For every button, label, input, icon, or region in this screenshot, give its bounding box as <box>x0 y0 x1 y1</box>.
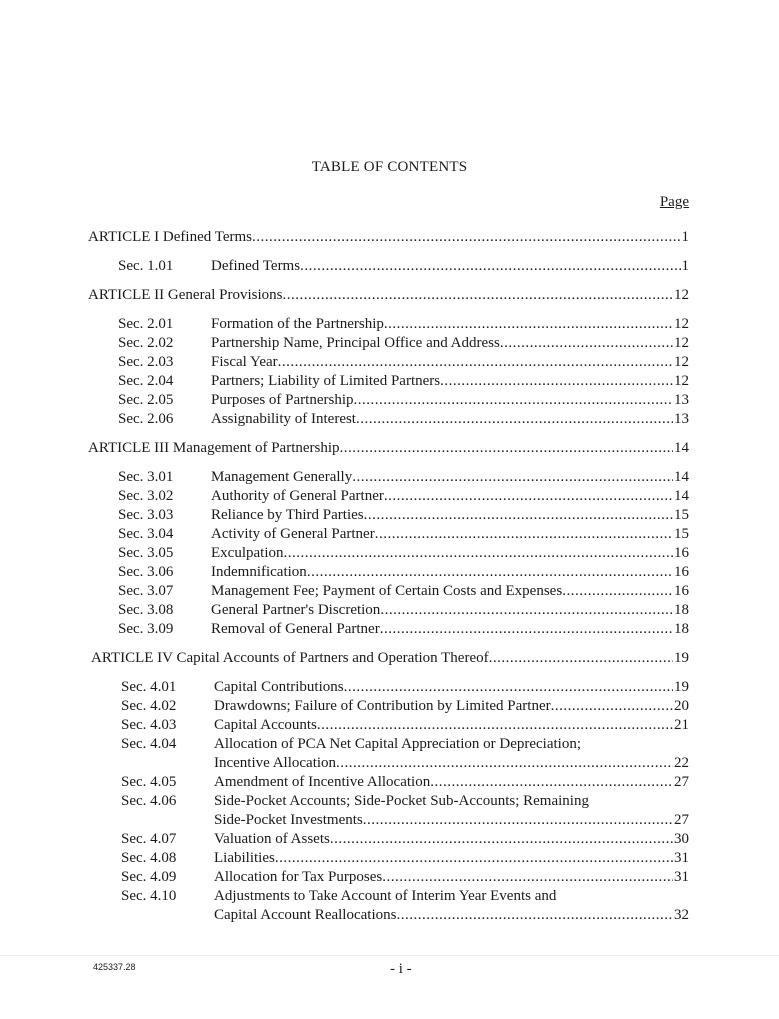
section-page: 19 <box>674 679 689 695</box>
section-title: Valuation of Assets <box>214 831 330 847</box>
section-page: 1 <box>681 258 689 274</box>
section-number: Sec. 3.04 <box>118 526 174 542</box>
section-title-line1: Adjustments to Take Account of Interim Year Events and <box>214 888 557 904</box>
section-number: Sec. 4.09 <box>121 869 177 885</box>
section-number: Sec. 2.03 <box>118 354 174 370</box>
section-title-line2: Capital Account Reallocations <box>214 907 397 923</box>
toc-section-2-03[interactable] <box>88 353 689 372</box>
dot-leader <box>430 773 673 792</box>
section-title-line1: Side-Pocket Accounts; Side-Pocket Sub-Accounts; Remaining <box>214 793 589 809</box>
section-title: Purposes of Partnership <box>211 392 354 408</box>
dot-leader <box>500 334 673 353</box>
toc-section-4-02[interactable] <box>91 697 689 716</box>
section-title: Activity of General Partner <box>211 526 375 542</box>
section-title: Drawdowns; Failure of Contribution by Limited Partner <box>214 698 551 714</box>
section-page: 16 <box>674 564 689 580</box>
section-page: 32 <box>674 907 689 923</box>
toc-section-3-09[interactable] <box>88 620 689 639</box>
toc-section-3-05[interactable] <box>88 544 689 563</box>
article-label: ARTICLE II General Provisions <box>88 287 283 303</box>
section-title: Partnership Name, Principal Office and Address <box>211 335 500 351</box>
toc-section-4-04[interactable] <box>91 735 689 773</box>
toc-section-4-05[interactable] <box>91 773 689 792</box>
section-title: Allocation for Tax Purposes <box>214 869 383 885</box>
toc-section-3-08[interactable] <box>88 601 689 620</box>
section-number: Sec. 2.02 <box>118 335 174 351</box>
toc-section-3-03[interactable] <box>88 506 689 525</box>
toc-section-2-02[interactable] <box>88 334 689 353</box>
section-page: 31 <box>674 869 689 885</box>
section-page: 20 <box>674 698 689 714</box>
dot-leader <box>352 468 673 487</box>
section-title-line2: Incentive Allocation <box>214 755 337 771</box>
toc-section-3-04[interactable] <box>88 525 689 544</box>
dot-leader <box>396 906 673 925</box>
section-page: 13 <box>674 392 689 408</box>
footer-divider <box>0 955 779 956</box>
section-number: Sec. 3.07 <box>118 583 174 599</box>
dot-leader <box>489 649 673 668</box>
dot-leader <box>283 544 673 563</box>
article-page: 1 <box>681 229 689 245</box>
section-page: 12 <box>674 335 689 351</box>
section-title: Management Generally <box>211 469 353 485</box>
section-title: General Partner's Discretion <box>211 602 381 618</box>
section-page: 12 <box>674 373 689 389</box>
section-title: Authority of General Partner <box>211 488 384 504</box>
toc-section-4-08[interactable] <box>91 849 689 868</box>
section-title: Removal of General Partner <box>211 621 380 637</box>
section-page: 18 <box>674 621 689 637</box>
section-number: Sec. 4.07 <box>121 831 177 847</box>
toc-section-4-10[interactable] <box>91 887 689 925</box>
article-label: ARTICLE IV Capital Accounts of Partners and Operation Thereof <box>91 650 489 666</box>
dot-leader <box>440 372 673 391</box>
table-of-contents <box>88 228 689 925</box>
section-title: Assignability of Interest <box>211 411 356 427</box>
section-number: Sec. 2.04 <box>118 373 174 389</box>
dot-leader <box>562 582 673 601</box>
dot-leader <box>354 391 674 410</box>
section-number: Sec. 3.01 <box>118 469 174 485</box>
article-page: 14 <box>674 440 689 456</box>
dot-leader <box>282 286 673 305</box>
footer-page-number: - i - <box>390 961 412 977</box>
section-number: Sec. 4.05 <box>121 774 177 790</box>
toc-section-4-01[interactable] <box>91 678 689 697</box>
dot-leader <box>278 353 673 372</box>
article-label: ARTICLE III Management of Partnership <box>88 440 340 456</box>
dot-leader <box>364 506 673 525</box>
toc-article-4[interactable] <box>88 649 689 668</box>
section-number: Sec. 4.08 <box>121 850 177 866</box>
section-number: Sec. 2.05 <box>118 392 174 408</box>
dot-leader <box>375 525 673 544</box>
section-number: Sec. 3.06 <box>118 564 174 580</box>
section-number: Sec. 2.01 <box>118 316 174 332</box>
section-page: 18 <box>674 602 689 618</box>
dot-leader <box>382 868 673 887</box>
section-number: Sec. 3.03 <box>118 507 174 523</box>
section-page: 14 <box>674 469 689 485</box>
dot-leader <box>363 811 673 830</box>
section-title-line2: Side-Pocket Investments <box>214 812 363 828</box>
section-title: Management Fee; Payment of Certain Costs and Expenses <box>211 583 563 599</box>
section-page: 13 <box>674 411 689 427</box>
dot-leader <box>384 315 673 334</box>
dot-leader <box>384 487 673 506</box>
section-title: Capital Accounts <box>214 717 317 733</box>
section-page: 15 <box>674 526 689 542</box>
section-number: Sec. 3.05 <box>118 545 174 561</box>
dot-leader <box>356 410 673 429</box>
dot-leader <box>380 601 673 620</box>
section-number: Sec. 3.02 <box>118 488 174 504</box>
section-title: Liabilities <box>214 850 275 866</box>
section-title-line1: Allocation of PCA Net Capital Appreciation or Depreciation; <box>214 736 581 752</box>
dot-leader <box>380 620 673 639</box>
section-number: Sec. 1.01 <box>118 258 174 274</box>
section-page: 12 <box>674 316 689 332</box>
toc-section-2-06[interactable] <box>88 410 689 429</box>
toc-section-3-07[interactable] <box>88 582 689 601</box>
dot-leader <box>330 830 673 849</box>
section-page: 14 <box>674 488 689 504</box>
section-number: Sec. 4.10 <box>121 888 177 904</box>
dot-leader <box>252 228 681 247</box>
article-page: 19 <box>674 650 689 666</box>
section-title: Reliance by Third Parties <box>211 507 364 523</box>
article-page: 12 <box>674 287 689 303</box>
section-title: Indemnification <box>211 564 307 580</box>
section-number: Sec. 4.01 <box>121 679 177 695</box>
article-label: ARTICLE I Defined Terms <box>88 229 252 245</box>
dot-leader <box>317 716 673 735</box>
section-number: Sec. 4.04 <box>121 736 177 752</box>
toc-section-2-01[interactable] <box>88 315 689 334</box>
section-number: Sec. 3.08 <box>118 602 174 618</box>
toc-section-4-07[interactable] <box>91 830 689 849</box>
section-number: Sec. 2.06 <box>118 411 174 427</box>
toc-section-1-01[interactable] <box>88 257 689 276</box>
section-page: 27 <box>674 812 689 828</box>
footer-document-id: 425337.28 <box>93 962 136 972</box>
toc-section-3-06[interactable] <box>88 563 689 582</box>
toc-section-3-02[interactable] <box>88 487 689 506</box>
toc-section-2-04[interactable] <box>88 372 689 391</box>
section-title: Fiscal Year <box>211 354 278 370</box>
section-title: Formation of the Partnership <box>211 316 384 332</box>
section-page: 21 <box>674 717 689 733</box>
dot-leader <box>336 754 673 773</box>
dot-leader <box>344 678 673 697</box>
section-title: Partners; Liability of Limited Partners <box>211 373 441 389</box>
section-number: Sec. 4.02 <box>121 698 177 714</box>
section-title: Capital Contributions <box>214 679 344 695</box>
section-page: 15 <box>674 507 689 523</box>
toc-section-3-01[interactable] <box>88 468 689 487</box>
section-number: Sec. 4.06 <box>121 793 177 809</box>
dot-leader <box>551 697 673 716</box>
toc-article-1[interactable] <box>88 228 689 247</box>
dot-leader <box>340 439 673 458</box>
toc-article-2[interactable] <box>88 286 689 305</box>
page-column-header: Page <box>659 194 689 210</box>
section-title: Exculpation <box>211 545 284 561</box>
section-page: 31 <box>674 850 689 866</box>
section-number: Sec. 4.03 <box>121 717 177 733</box>
toc-section-4-09[interactable] <box>91 868 689 887</box>
section-page: 16 <box>674 583 689 599</box>
section-title: Defined Terms <box>211 258 301 274</box>
section-page: 12 <box>674 354 689 370</box>
toc-article-3[interactable] <box>88 439 689 458</box>
dot-leader <box>275 849 673 868</box>
section-number: Sec. 3.09 <box>118 621 174 637</box>
dot-leader <box>300 257 680 276</box>
toc-section-4-03[interactable] <box>91 716 689 735</box>
section-page: 27 <box>674 774 689 790</box>
toc-section-4-06[interactable] <box>91 792 689 830</box>
toc-section-2-05[interactable] <box>88 391 689 410</box>
section-page: 16 <box>674 545 689 561</box>
section-page: 22 <box>674 755 689 771</box>
section-page: 30 <box>674 831 689 847</box>
page-title: TABLE OF CONTENTS <box>311 159 468 175</box>
section-title: Amendment of Incentive Allocation <box>214 774 431 790</box>
dot-leader <box>307 563 673 582</box>
